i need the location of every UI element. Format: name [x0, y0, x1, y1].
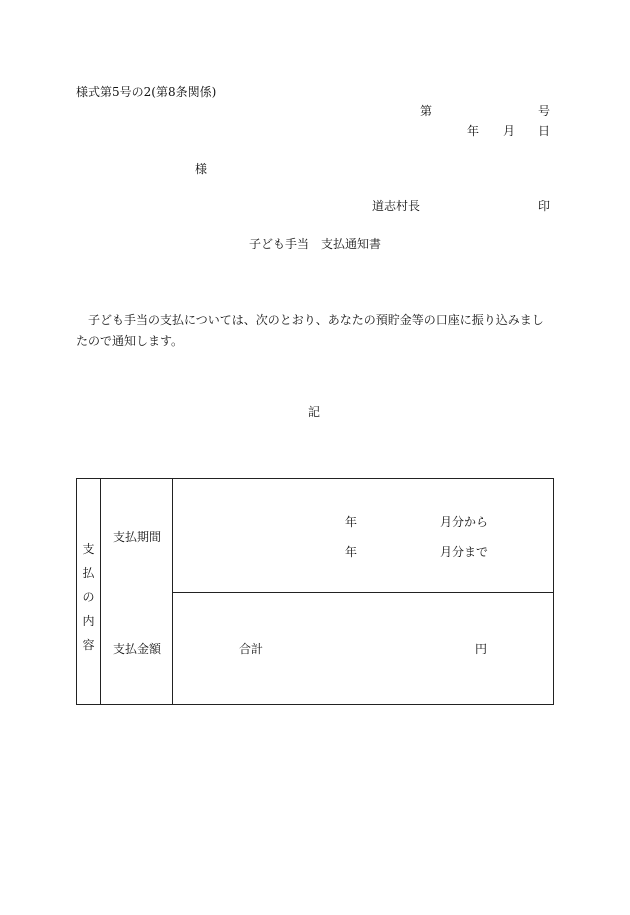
sender-title: 道志村長 [372, 199, 421, 213]
section-label-char: 内 [82, 614, 95, 628]
sender-seal: 印 [538, 199, 551, 213]
ki-label: 記 [308, 405, 321, 419]
period-from-year: 年 [345, 515, 358, 529]
document-title: 子ども手当 支払通知書 [249, 237, 382, 251]
period-to-month: 月分まで [440, 545, 489, 559]
addressee-honorific: 様 [195, 162, 208, 176]
form-number: 様式第5号の2(第8条関係) [76, 85, 217, 99]
document-body-text: 子ども手当の支払については、次のとおり、あなたの預貯金等の口座に振り込みましたので通知します。 [76, 313, 544, 348]
section-label-char: の [82, 590, 95, 604]
table-divider-horizontal [172, 592, 553, 593]
amount-unit: 円 [475, 642, 488, 656]
section-label-char: 容 [82, 638, 95, 652]
section-label-char: 支 [82, 542, 95, 556]
period-label: 支払期間 [113, 530, 162, 544]
number-suffix: 号 [538, 104, 551, 118]
period-to-year: 年 [345, 545, 358, 559]
date-year: 年 [467, 124, 480, 138]
document-body [76, 310, 554, 352]
payment-details-table [76, 478, 554, 705]
amount-total-label: 合計 [239, 642, 264, 656]
number-prefix: 第 [420, 104, 433, 118]
table-divider-vertical-1 [100, 479, 101, 704]
period-from-month: 月分から [440, 515, 489, 529]
amount-label: 支払金額 [113, 642, 162, 656]
date-day: 日 [538, 124, 551, 138]
date-month: 月 [503, 124, 516, 138]
section-label-char: 払 [82, 566, 95, 580]
section-label-vertical [77, 537, 100, 657]
